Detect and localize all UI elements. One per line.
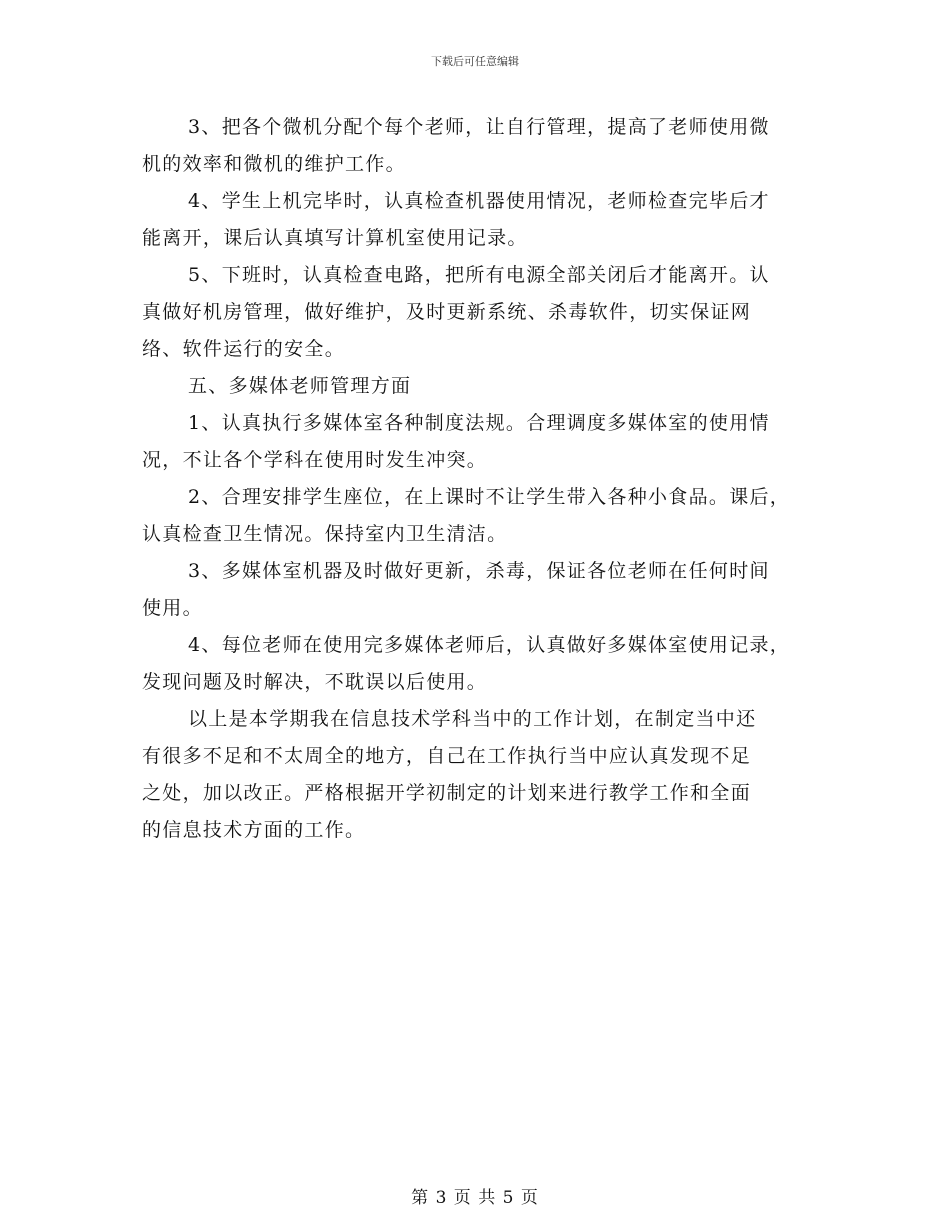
- paragraph-line: 认真检查卫生情况。保持室内卫生清洁。: [142, 523, 508, 545]
- paragraph-line: 机的效率和微机的维护工作。: [142, 153, 406, 175]
- paragraph-line: 络、软件运行的安全。: [142, 338, 346, 360]
- page-header: 下载后可任意编辑: [431, 55, 519, 68]
- paragraph-line: 的信息技术方面的工作。: [142, 819, 366, 841]
- paragraph-line: 4、学生上机完毕时，认真检查机器使用情况，老师检查完毕后才: [188, 190, 770, 212]
- paragraph-line: 3、把各个微机分配个每个老师，让自行管理，提高了老师使用微: [188, 116, 770, 138]
- paragraph-line: 3、多媒体室机器及时做好更新，杀毒，保证各位老师在任何时间: [188, 560, 770, 582]
- section-heading: 五、多媒体老师管理方面: [188, 375, 412, 397]
- paragraph-line: 4、每位老师在使用完多媒体老师后，认真做好多媒体室使用记录，: [188, 634, 791, 656]
- paragraph-line: 2、合理安排学生座位，在上课时不让学生带入各种小食品。课后，: [188, 486, 791, 508]
- paragraph-line: 之处，加以改正。严格根据开学初制定的计划来进行教学工作和全面: [142, 782, 752, 804]
- page-number-footer: 第 3 页 共 5 页: [411, 1188, 539, 1208]
- paragraph-line: 以上是本学期我在信息技术学科当中的工作计划，在制定当中还: [188, 708, 757, 730]
- paragraph-line: 发现问题及时解决，不耽误以后使用。: [142, 671, 488, 693]
- paragraph-line: 使用。: [142, 597, 203, 619]
- paragraph-line: 能离开，课后认真填写计算机室使用记录。: [142, 227, 528, 249]
- paragraph-line: 5、下班时，认真检查电路，把所有电源全部关闭后才能离开。认: [188, 264, 770, 286]
- paragraph-line: 有很多不足和不太周全的地方，自己在工作执行当中应认真发现不足: [142, 745, 752, 767]
- paragraph-line: 1、认真执行多媒体室各种制度法规。合理调度多媒体室的使用情: [188, 412, 770, 434]
- paragraph-line: 真做好机房管理，做好维护，及时更新系统、杀毒软件，切实保证网: [142, 301, 752, 323]
- paragraph-line: 况，不让各个学科在使用时发生冲突。: [142, 449, 488, 471]
